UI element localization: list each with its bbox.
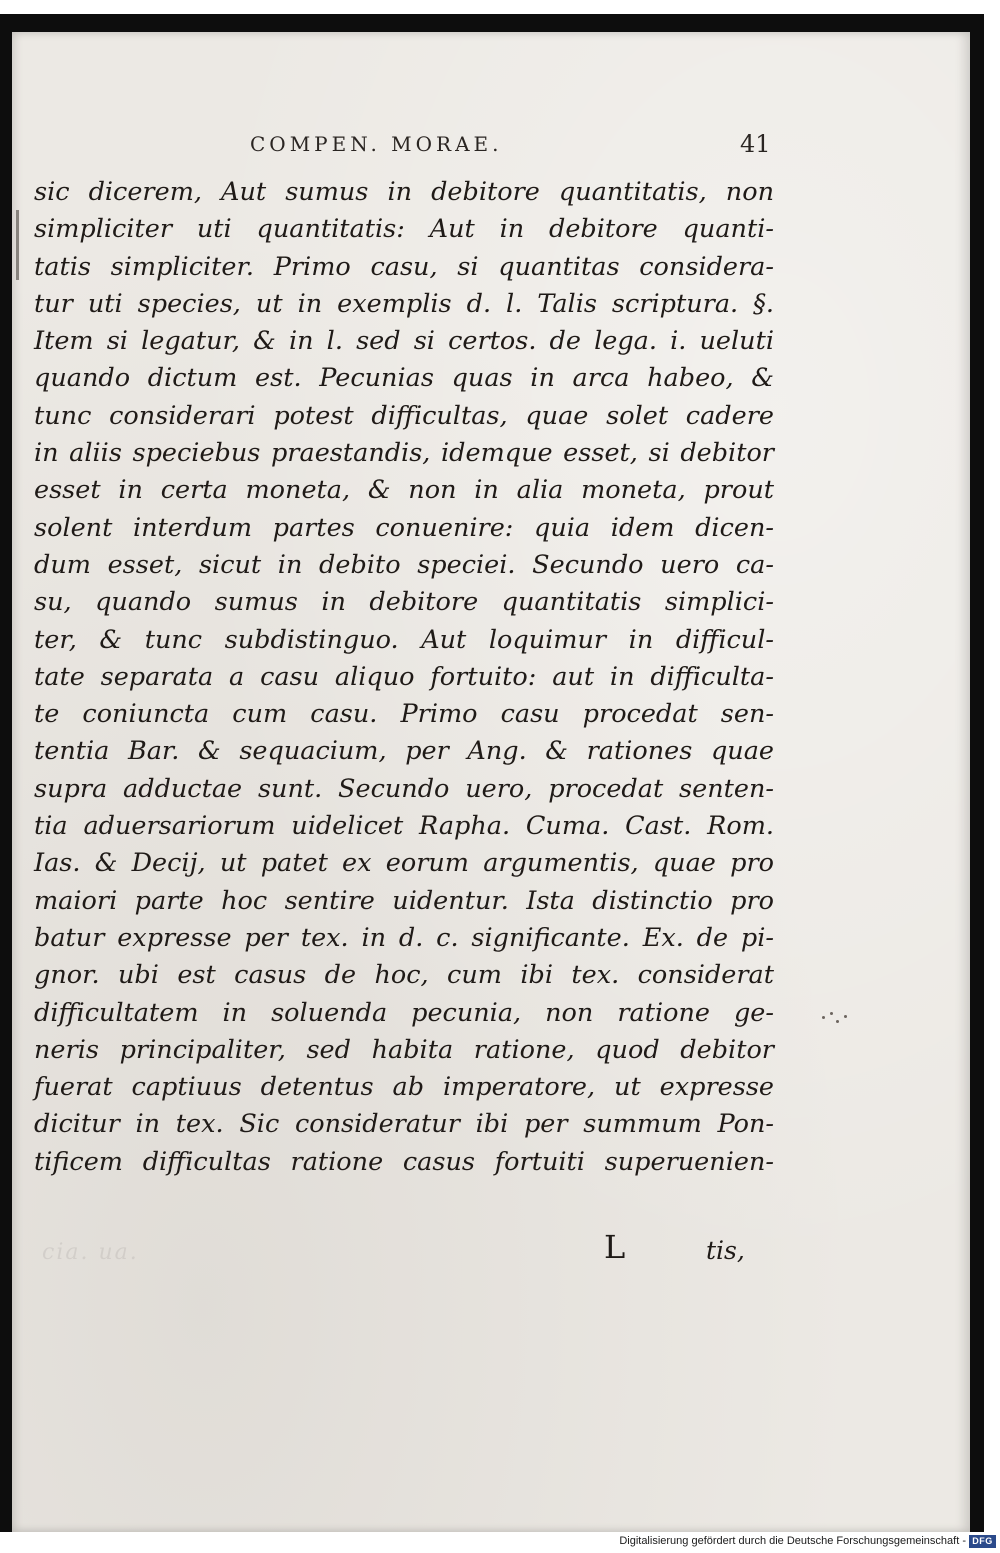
catchword: tis, — [706, 1236, 745, 1265]
text-line: supra adductae sunt. Secundo uero, procedat senten- — [34, 773, 774, 804]
text-line: maiori parte hoc sentire uidentur. Ista distinctio pro — [34, 885, 774, 916]
text-line: tificem difficultas ratione casus fortuiti superuenien- — [34, 1146, 774, 1177]
text-line: tur uti species, ut in exemplis d. l. Talis scriptura. §. — [34, 288, 774, 319]
scan-frame — [0, 14, 984, 1532]
text-line: tate separata a casu aliquo fortuito: aut in difficulta- — [34, 661, 774, 692]
text-line: ter, & tunc subdistinguo. Aut loquimur in difficul- — [34, 624, 774, 655]
text-line: dum esset, sicut in debito speciei. Secundo uero ca- — [34, 549, 774, 580]
text-line: batur expresse per tex. in d. c. significante. Ex. de pi- — [34, 922, 774, 953]
signature-mark: L — [604, 1228, 626, 1266]
bleed-through-text: cia. ua. — [42, 1240, 139, 1265]
running-head: COMPEN. MORAE. — [250, 132, 503, 156]
text-line: solent interdum partes conuenire: quia idem dicen- — [34, 512, 774, 543]
text-line: fuerat captiuus detentus ab imperatore, ut expresse — [34, 1072, 774, 1103]
gutter-mark — [16, 210, 19, 280]
page-number: 41 — [740, 130, 771, 158]
text-line: gnor. ubi est casus de hoc, cum ibi tex. considerat — [34, 960, 774, 991]
dfg-logo: DFG — [969, 1535, 996, 1548]
text-line: tatis simpliciter. Primo casu, si quantitas considera- — [34, 251, 774, 282]
body-text — [34, 174, 774, 1181]
text-line: quando dictum est. Pecunias quas in arca habeo, & — [34, 363, 774, 394]
text-line: tia aduersariorum uidelicet Rapha. Cuma. Cast. Rom. — [34, 811, 774, 842]
text-line: esset in certa moneta, & non in alia moneta, prout — [34, 475, 774, 506]
book-page — [12, 32, 970, 1532]
text-line: neris principaliter, sed habita ratione, quod debitor — [34, 1034, 774, 1065]
text-line: Ias. & Decij, ut patet ex eorum argumentis, quae pro — [34, 848, 774, 879]
text-line: te coniuncta cum casu. Primo casu procedat sen- — [34, 699, 774, 730]
text-line: dicitur in tex. Sic consideratur ibi per summum Pon- — [34, 1109, 774, 1140]
text-line: difficultatem in soluenda pecunia, non ratione ge- — [34, 997, 774, 1028]
text-line: su, quando sumus in debitore quantitatis simplici- — [34, 587, 774, 618]
text-line: in aliis speciebus praestandis, idemque esset, si debitor — [34, 438, 774, 469]
text-line: Item si legatur, & in l. sed si certos. de lega. i. ueluti — [34, 326, 774, 357]
text-line: sic dicerem, Aut sumus in debitore quantitatis, non — [34, 177, 774, 207]
funding-credit: Digitalisierung gefördert durch die Deutsche Forschungsgemeinschaft - — [619, 1535, 966, 1547]
text-line: tentia Bar. & sequacium, per Ang. & rationes quae — [34, 736, 774, 767]
paper-speck — [820, 1010, 850, 1030]
text-line: tunc considerari potest difficultas, quae solet cadere — [34, 400, 774, 431]
text-line: simpliciter uti quantitatis: Aut in debitore quanti- — [34, 214, 774, 245]
